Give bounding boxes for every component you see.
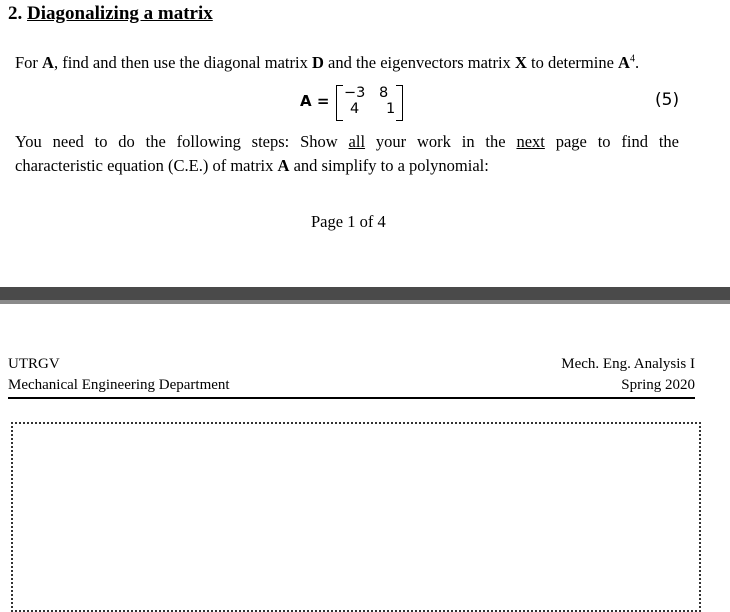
problem-heading: Diagonalizing a matrix — [27, 3, 213, 24]
answer-box[interactable] — [11, 422, 701, 612]
matrix-cell: −3 — [344, 85, 366, 101]
page-separator-shadow — [0, 300, 730, 304]
header-department: Mechanical Engineering Department — [8, 377, 230, 393]
problem-title — [8, 3, 213, 25]
matrix-cell: 4 — [350, 101, 360, 117]
left-bracket — [336, 85, 343, 121]
points-value: (5) — [655, 90, 680, 110]
right-bracket — [396, 85, 403, 121]
header-course: Mech. Eng. Analysis I — [561, 356, 695, 372]
header-rule — [8, 397, 695, 399]
matrix-cell: 1 — [386, 101, 396, 117]
header-term: Spring 2020 — [621, 377, 695, 393]
matrix-cell: 8 — [379, 85, 389, 101]
page-number: Page 1 of 4 — [311, 212, 386, 231]
problem-intro: For A, find and then use the diagonal matrix D and the eigenvectors matrix X to determine $A^4$. — [15, 53, 640, 72]
equation-lhs: A = — [300, 92, 330, 110]
header-institution: UTRGV — [8, 356, 60, 372]
instructions: You need to do the following steps: Show all your work in the next page to find the characteristic equation (C.E.) of matrix A and simplify to a polynomial: — [15, 132, 679, 175]
problem-number: 2. — [8, 3, 23, 24]
page-separator — [0, 287, 730, 300]
